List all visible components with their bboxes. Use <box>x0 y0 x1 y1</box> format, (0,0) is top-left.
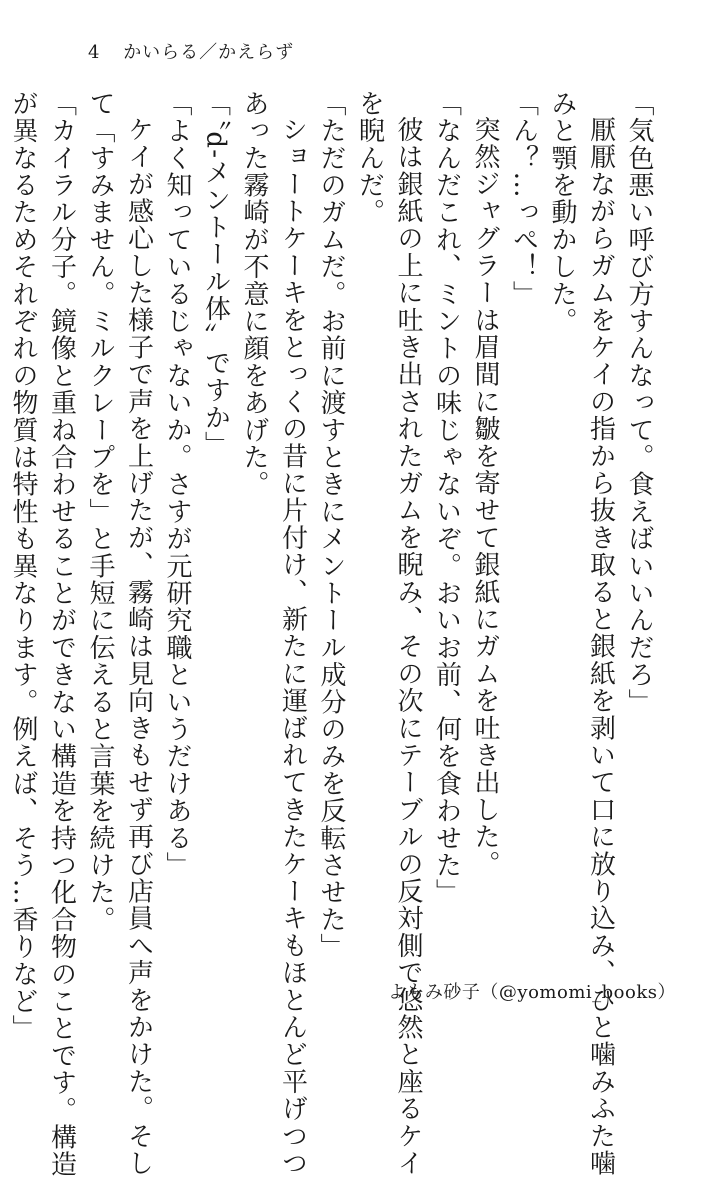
text-line-12: 「〝d-メントール体〟ですか」 <box>200 90 231 459</box>
text-line-6: 「なんだこれ、ミントの味じゃないぞ。おいお前、何を食わせた」 <box>431 90 462 906</box>
text-line-10: ショートケーキをとっくの昔に片付け、新たに運ばれてきたケーキもほとんど平げつつ <box>277 116 308 1177</box>
chapter-title: かいらる／かえらず <box>123 42 295 63</box>
text-line-1: 「気色悪い呼び方すんなって。食えばいいんだろ」 <box>624 90 654 716</box>
text-line-13: 「よく知っているじゃないか。さすが元研究職というだけある」 <box>162 90 192 879</box>
text-line-2: 厭厭ながらガムをケイの指から抜き取ると銀紙を剥いて口に放り込み、ひと噛みふた噛 <box>585 116 616 1177</box>
page-number: 4 <box>88 42 101 63</box>
text-line-16: 「カイラル分子。鏡像と重ね合わせることができない構造を持つ化合物のことです。構造 <box>46 90 77 1178</box>
page-header <box>88 38 294 64</box>
text-line-14: ケイが感心した様子で声を上げたが、霧崎は見向きもせず再び店員へ声をかけた。そし <box>123 116 154 1177</box>
text-line-9: 「ただのガムだ。お前に渡すときにメントール成分のみを反転させた」 <box>316 90 346 961</box>
text-line-7: 彼は銀紙の上に吐き出されたガムを睨み、その次にテーブルの反対側で悠然と座るケイ <box>393 116 423 1177</box>
text-line-15: て「すみません。ミルクレープを」と手短に伝えると言葉を続けた。 <box>85 90 115 934</box>
text-line-8: を睨んだ。 <box>354 90 385 226</box>
text-line-5: 突然ジャグラーは眉間に皺を寄せて銀紙にガムを吐き出した。 <box>470 116 500 878</box>
text-line-4: 「ん？…っぺ！」 <box>508 90 539 308</box>
text-line-3: みと顎を動かした。 <box>547 90 577 335</box>
author-credit: よもみ砂子（@yomomi_books） <box>387 982 676 1003</box>
text-line-17: が異なるためそれぞれの物質は特性も異なります。例えば、そう…香りなど」 <box>8 90 38 1042</box>
text-line-11: あった霧崎が不意に顔をあげた。 <box>239 90 269 498</box>
